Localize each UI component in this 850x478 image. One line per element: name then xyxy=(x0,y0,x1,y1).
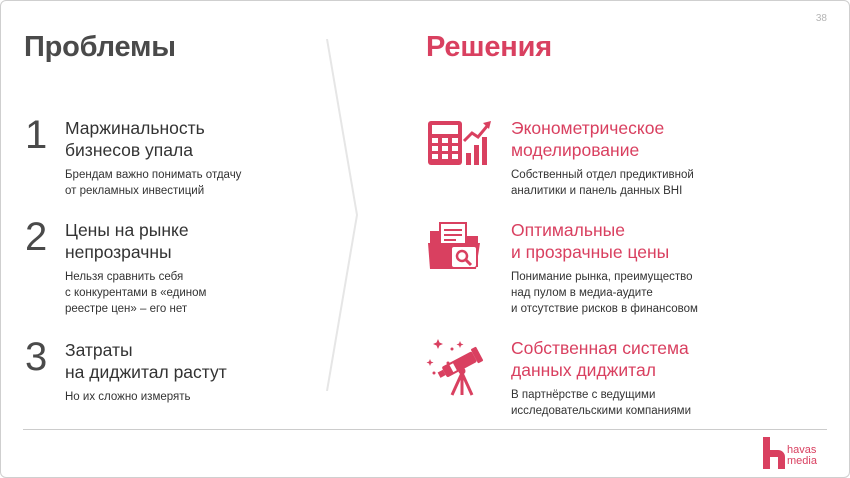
solution-title: Собственная система данных диджитал xyxy=(511,338,689,380)
calculator-chart-icon xyxy=(426,117,494,167)
footer-divider xyxy=(23,429,827,430)
brand-line-1: havas xyxy=(787,444,817,456)
telescope-icon xyxy=(426,337,486,397)
problem-title: Затраты на диджитал растут xyxy=(65,340,227,382)
solution-description: Понимание рынка, преимущество над пулом в медиа-аудите и отсутствие рисков в финансовом xyxy=(511,271,698,315)
solution-title: Эконометрическое моделирование xyxy=(511,118,665,160)
problem-description: Но их сложно измерять xyxy=(65,391,191,403)
problem-number: 3 xyxy=(25,335,48,379)
solution-title: Оптимальные и прозрачные цены xyxy=(511,220,670,262)
solution-description: В партнёрстве с ведущими исследовательскими компаниями xyxy=(511,389,692,417)
havas-media-logo xyxy=(763,437,825,471)
havas-logo-mark-icon xyxy=(763,437,785,469)
problem-description: Нельзя сравнить себя с конкурентами в «едином реестре цен» – его нет xyxy=(65,271,207,315)
problem-title: Цены на рынке непрозрачны xyxy=(65,220,189,262)
page-number: 38 xyxy=(815,13,827,24)
solutions-heading: Решения xyxy=(426,31,552,63)
problem-description: Брендам важно понимать отдачу от рекламных инвестиций xyxy=(65,169,242,197)
problem-title: Маржинальность бизнесов упала xyxy=(65,118,205,160)
problem-number: 2 xyxy=(25,215,48,259)
problem-number: 1 xyxy=(25,113,48,157)
problems-heading: Проблемы xyxy=(24,31,176,63)
folder-search-icon xyxy=(426,219,486,271)
brand-line-2: media xyxy=(787,455,817,467)
solution-description: Собственный отдел предиктивной аналитики и панель данных BHI xyxy=(511,169,694,197)
chevron-divider-icon xyxy=(323,39,363,391)
